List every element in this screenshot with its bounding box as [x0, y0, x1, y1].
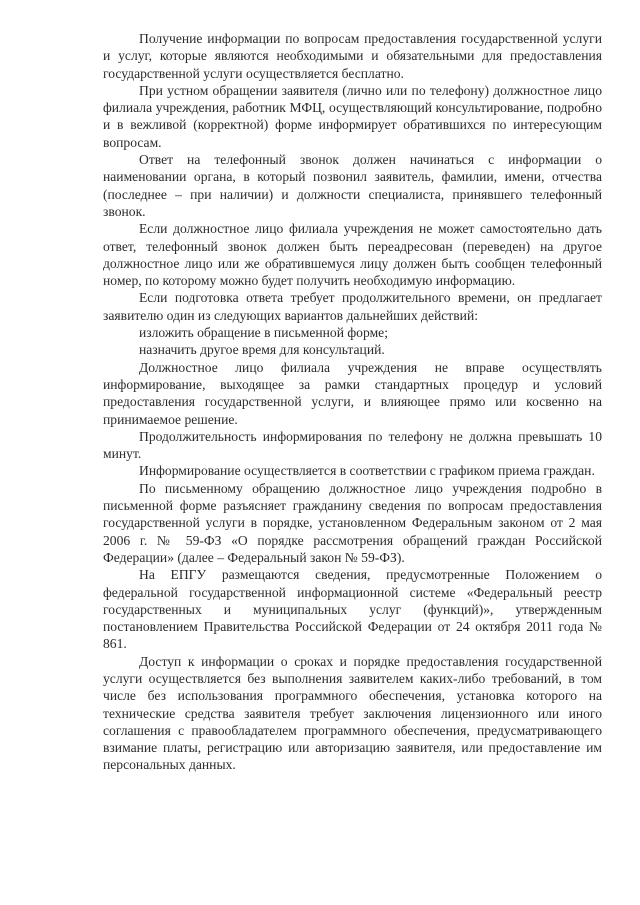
paragraph: При устном обращении заявителя (лично или по телефону) должностное лицо филиала учреждения, работник МФЦ, осуществляющий консультирование, подробно и в вежливой (корректной) форме информирует обратившихся по интересующим вопросам.	[103, 82, 602, 150]
paragraph: Информирование осуществляется в соответствии с графиком приема граждан.	[139, 463, 595, 479]
paragraph: Должностное лицо филиала учреждения не вправе осуществлять информирование, выходящее за рамки стандартных процедур и условий предоставления государственной услуги, и влияющее прямо или косвенно на принимаемое решение.	[103, 359, 602, 427]
paragraph: Если должностное лицо филиала учреждения не может самостоятельно дать ответ, телефонный звонок должен быть переадресован (переведен) на другое должностное лицо или же обратившемуся лицу должен быть сообщен телефонный номер, по которому можно будет получить необходимую информацию.	[103, 221, 602, 289]
paragraph: Получение информации по вопросам предоставления государственной услуги и услуг, которые являются необходимыми и обязательными для предоставления государственной услуги осуществляется бесплатно.	[103, 31, 602, 81]
paragraph: На ЕПГУ размещаются сведения, предусмотренные Положением о федеральной государственной информационной системе «Федеральный реестр государственных и муниципальных услуг (функций)», утвержденным постановлением Правительства Российской Федерации от 24 октября 2011 года № 861.	[103, 567, 602, 652]
paragraph: По письменному обращению должностное лицо учреждения подробно в письменной форме разъясняет гражданину сведения по вопросам предоставления государственной услуги в порядке, установленном Федеральным законом от 2 мая 2006 г. № 59-ФЗ «О порядке рассмотрения обращений граждан Российской Федерации» (далее – Федеральный закон № 59-ФЗ).	[103, 480, 602, 565]
paragraph: Если подготовка ответа требует продолжительного времени, он предлагает заявителю один из следующих вариантов дальнейших действий:	[103, 290, 602, 323]
list-item: назначить другое время для консультаций.	[139, 342, 385, 358]
document-body	[103, 30, 602, 774]
paragraph: Ответ на телефонный звонок должен начинаться с информации о наименовании органа, в который позвонил заявитель, фамилии, имени, отчества (последнее – при наличии) и должности специалиста, принявшего телефонный звонок.	[103, 152, 602, 219]
paragraph: Продолжительность информирования по телефону не должна превышать 10 минут.	[103, 428, 602, 462]
paragraph: Доступ к информации о сроках и порядке предоставления государственной услуги осуществляется без выполнения заявителем каких-либо требований, в том числе без использования программного обеспечения, установка которого на технические средства заявителя требует заключения лицензионного или иного соглашения с правообладателем программного обеспечения, предусматривающего взимание платы, регистрацию или авторизацию заявителя, или предоставление им персональных данных.	[103, 653, 602, 773]
list-item: изложить обращение в письменной форме;	[139, 325, 388, 341]
